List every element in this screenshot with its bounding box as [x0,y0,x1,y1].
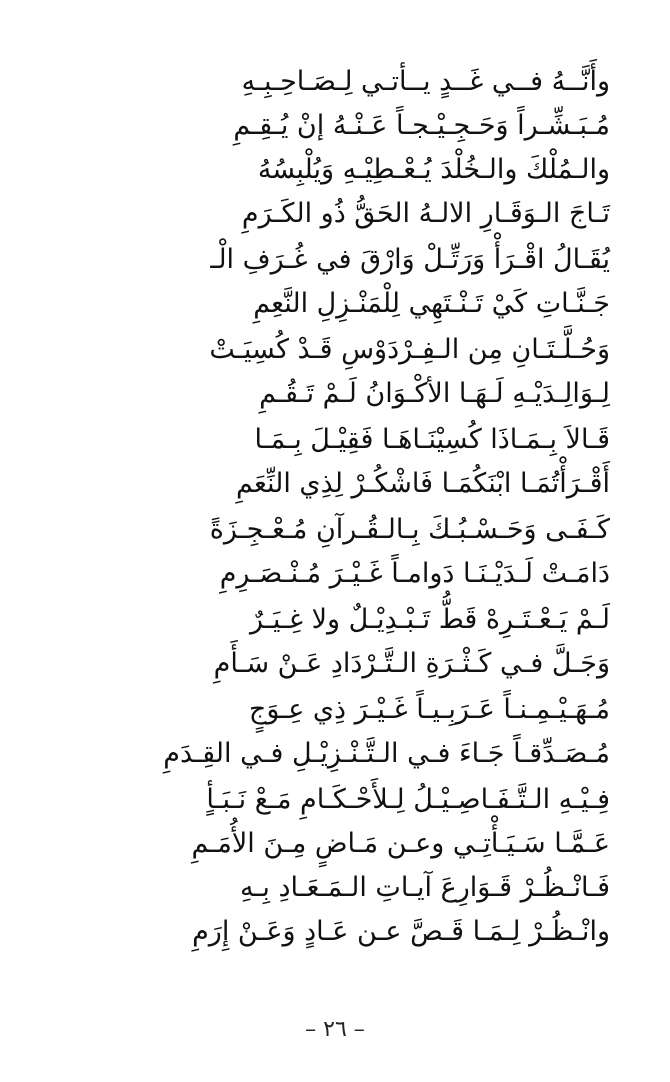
verse-1 [0,62,670,158]
verse-first-hemistich: مُـهَـيْـمِـنـاً عَـرَبِـيـاً غَـيْـرَ ذِي عِـوَجٍ [248,694,610,725]
verse-first-hemistich: لَـمْ يَـعْـتَـرِهْ قَطُّ تَـبْـدِيْـلٌ ولا غِـيَـرٌ [250,604,610,635]
verse-first-hemistich: فَـانْـظُـرْ قَـوَارِعَ آيـاتِ الـمَـعَـادِ بِـهِ [240,872,610,903]
verse-first-hemistich: فِـيْـهِ الـتَّـفَـاصِـيْـلُ لِـلأَحْـكَـامِ مَـعْ نَـبَـأٍ [206,784,610,815]
verse-7 [0,600,670,696]
verse-first-hemistich: يُقَـالُ اقْـرَأْ وَرَتِّـلْ وَارْقَ في غُـرَفِ الْـ [210,244,610,275]
verse-first-hemistich: وأَنَّــهُ فــي غَــدٍ يــأتـي لِـصَـاحِـبِـهِ [241,66,610,97]
verse-second-hemistich: وانْـظُـرْ لِـمَـا قَـصَّ عـن عَـادٍ وَعَـنْ إِرَمِ [192,916,610,947]
verse-6 [0,510,670,606]
verse-first-hemistich: وَحُـلَّـتَـانِ مِن الـفِـرْدَوْسِ قَـدْ كُسِيَـتْ [209,334,610,365]
verse-second-hemistich: لِـوَالِـدَيْـهِ لَـهَـا الأكْـوَانُ لَـمْ تَـقُـمِ [259,378,610,409]
verse-second-hemistich: مُـصَـدِّقـاً جَـاءَ فـي الـتَّـنْـزِيْـلِ فـي القِـدَمِ [163,738,610,769]
verse-5 [0,420,670,516]
verse-second-hemistich: دَامَـتْ لَـدَيْـنَـا دَوامـاً غَـيْـرَ مُـنْـصَـرِمِ [219,558,610,589]
verse-second-hemistich: أَقْـرَأْتُمَـا ابْنَكُمَـا فَاشْكُـرْ لِذِي النِّعَمِ [235,468,610,499]
verse-3 [0,240,670,336]
page-number: – ٢٦ – [305,1017,365,1042]
verse-second-hemistich: عَـمَّـا سَـيَـأْتِـي وعـن مَـاضٍ مِـنَ الأُمَـمِ [191,828,610,859]
verse-second-hemistich: تَـاجَ الـوَقَـارِ الالـهُ الحَقُّ ذُو الكَـرَمِ [241,198,610,229]
verse-first-hemistich: كَـفَـى وَحَـسْـبُـكَ بِـالـقُـرآنِ مُـعْـجِـزَةً [209,514,610,545]
verse-10 [0,868,670,964]
verse-2 [0,150,670,246]
verse-second-hemistich: وَجَـلَّ فـي كَـثْـرَةِ الـتَّـرْدَادِ عَـنْ سَـأَمِ [213,648,610,679]
verse-4 [0,330,670,426]
verse-second-hemistich: مُـبَـشِّـراً وَحَـجِـيْـجـاً عَـنْـهُ إنْ يُـقِـمِ [233,110,610,141]
verse-first-hemistich: والـمُلْكَ والـخُلْدَ يُـعْـطِيْـهِ وَيُلْبِسُهُ [257,154,610,185]
verse-second-hemistich: جَـنَّـاتِ كَيْ تَـنْـتَهِي لِلْمَنْـزِلِ النَّعِمِ [253,288,610,319]
verse-first-hemistich: قَـالاَ بِـمَـاذَا كُسِيْنَـاهَـا فَقِيْـلَ بِـمَـا [254,424,610,455]
verse-8 [0,690,670,786]
verse-9 [0,780,670,876]
